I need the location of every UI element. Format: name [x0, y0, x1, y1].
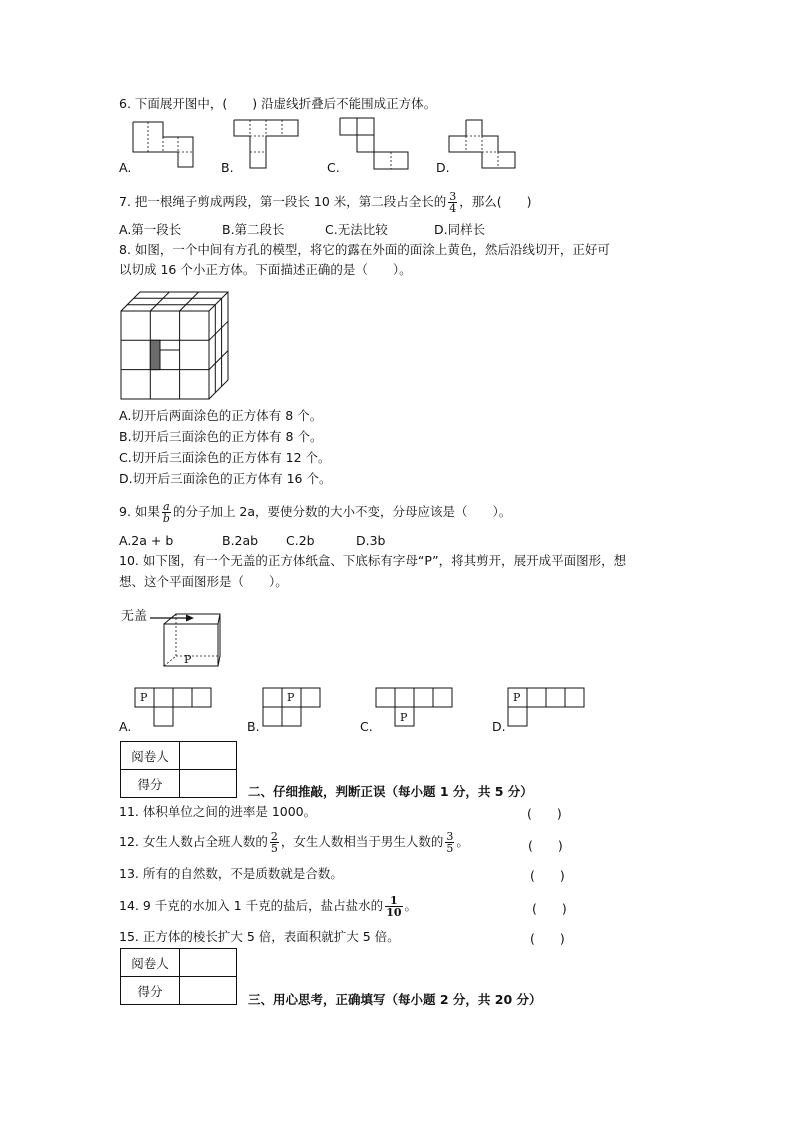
- q9-option-d[interactable]: D.3b: [356, 533, 386, 548]
- q7-option-a[interactable]: A.第一段长: [119, 222, 182, 237]
- q8-option-a[interactable]: A.切开后两面涂色的正方体有 8 个。: [119, 408, 323, 423]
- q8-cube-model: [119, 290, 229, 402]
- reviewer-label: 阅卷人: [121, 742, 180, 770]
- q11-answer-blank[interactable]: ( ): [527, 806, 562, 821]
- score-box[interactable]: [180, 770, 237, 798]
- section2-title: 二、仔细推敲，判断正误（每小题 1 分，共 5 分）: [248, 784, 533, 799]
- q6-net-c: [340, 118, 410, 170]
- q6-option-c[interactable]: C.: [327, 160, 340, 175]
- q15-text: 15. 正方体的棱长扩大 5 倍，表面积就扩大 5 倍。: [119, 929, 400, 944]
- q6-option-a[interactable]: A.: [119, 160, 132, 175]
- q12-fraction-2: $\frac{3}{5}$: [446, 830, 454, 855]
- q8-line2: 以切成 16 个小正方体。下面描述正确的是（ ）。: [119, 262, 412, 277]
- score-label: 得分: [121, 977, 180, 1005]
- q13-answer-blank[interactable]: ( ): [530, 868, 565, 883]
- section3-title: 三、用心思考，正确填写（每小题 2 分，共 20 分）: [248, 992, 542, 1007]
- score-box[interactable]: [180, 977, 237, 1005]
- q8-option-c[interactable]: C.切开后三面涂色的正方体有 12 个。: [119, 450, 331, 465]
- q10-b-letter: P: [287, 691, 295, 704]
- q9-option-a[interactable]: A.2a + b: [119, 533, 174, 548]
- reviewer-box[interactable]: [180, 949, 237, 977]
- q7-option-b[interactable]: B.第二段长: [222, 222, 285, 237]
- q10-option-b[interactable]: B.: [247, 719, 260, 734]
- q11-text: 11. 体积单位之间的进率是 1000。: [119, 804, 317, 819]
- q7-fraction: $\frac{3}{4}$: [449, 190, 457, 215]
- q10-d-letter: P: [513, 691, 521, 704]
- q12-text: 12. 女生人数占全班人数的 $\frac{2}{5}$ ，女生人数相当于男生人数的 $\frac{3}{5}$ 。: [119, 830, 469, 855]
- q10-a-letter: P: [140, 691, 148, 704]
- q8-line1: 8. 如图，一个中间有方孔的模型，将它的露在外面的面涂上黄色，然后沿线切开，正好可: [119, 242, 610, 257]
- q15-answer-blank[interactable]: ( ): [530, 931, 565, 946]
- q10-c-letter: P: [400, 711, 408, 724]
- q13-text: 13. 所有的自然数，不是质数就是合数。: [119, 866, 343, 881]
- q10-lid-label: 无盖: [121, 609, 148, 624]
- q10-line2: 想、这个平面图形是（ ）。: [119, 574, 288, 589]
- q10-option-a[interactable]: A.: [119, 719, 132, 734]
- reviewer-box[interactable]: [180, 742, 237, 770]
- q9-option-b[interactable]: B.2ab: [222, 533, 259, 548]
- q6-net-d: [449, 120, 519, 170]
- score-label: 得分: [121, 770, 180, 798]
- q10-box-letter: P: [184, 653, 192, 666]
- q6-net-a: [133, 122, 195, 170]
- q12-answer-blank[interactable]: ( ): [528, 838, 563, 853]
- q10-line1: 10. 如下图，有一个无盖的正方体纸盒、下底标有字母“P”，将其剪开，展开成平面图形，想: [119, 553, 627, 568]
- q14-fraction: $\frac{1}{10}$: [386, 894, 402, 919]
- q6-text: 6. 下面展开图中，( ) 沿虚线折叠后不能围成正方体。: [119, 96, 437, 111]
- q9-text: 9. 如果 $\frac{a}{b}$ 的分子加上 2a，要使分数的大小不变，分母应该是（ ）。: [119, 500, 512, 525]
- q10-option-d[interactable]: D.: [492, 719, 506, 734]
- q14-answer-blank[interactable]: ( ): [532, 901, 567, 916]
- q9-option-c[interactable]: C.2b: [286, 533, 315, 548]
- q10-net-c: [376, 688, 454, 728]
- q7-option-c[interactable]: C.无法比较: [325, 222, 388, 237]
- q6-net-b: [234, 120, 300, 170]
- q9-fraction: $\frac{a}{b}$: [162, 500, 170, 525]
- q8-option-d[interactable]: D.切开后三面涂色的正方体有 16 个。: [119, 471, 332, 486]
- q6-option-d[interactable]: D.: [436, 160, 450, 175]
- section3-grading-table: [120, 948, 237, 1005]
- q12-fraction-1: $\frac{2}{5}$: [270, 830, 278, 855]
- q7-text: 7. 把一根绳子剪成两段，第一段长 10 米，第二段占全长的 $\frac{3}{4}$ ，那么( ): [119, 190, 532, 215]
- q6-option-b[interactable]: B.: [221, 160, 234, 175]
- q10-option-c[interactable]: C.: [360, 719, 373, 734]
- q7-option-d[interactable]: D.同样长: [434, 222, 486, 237]
- q14-text: 14. 9 千克的水加入 1 千克的盐后，盐占盐水的 $\frac{1}{10}$ 。: [119, 894, 418, 919]
- section2-grading-table: [120, 741, 237, 798]
- reviewer-label: 阅卷人: [121, 949, 180, 977]
- q8-option-b[interactable]: B.切开后三面涂色的正方体有 8 个。: [119, 429, 323, 444]
